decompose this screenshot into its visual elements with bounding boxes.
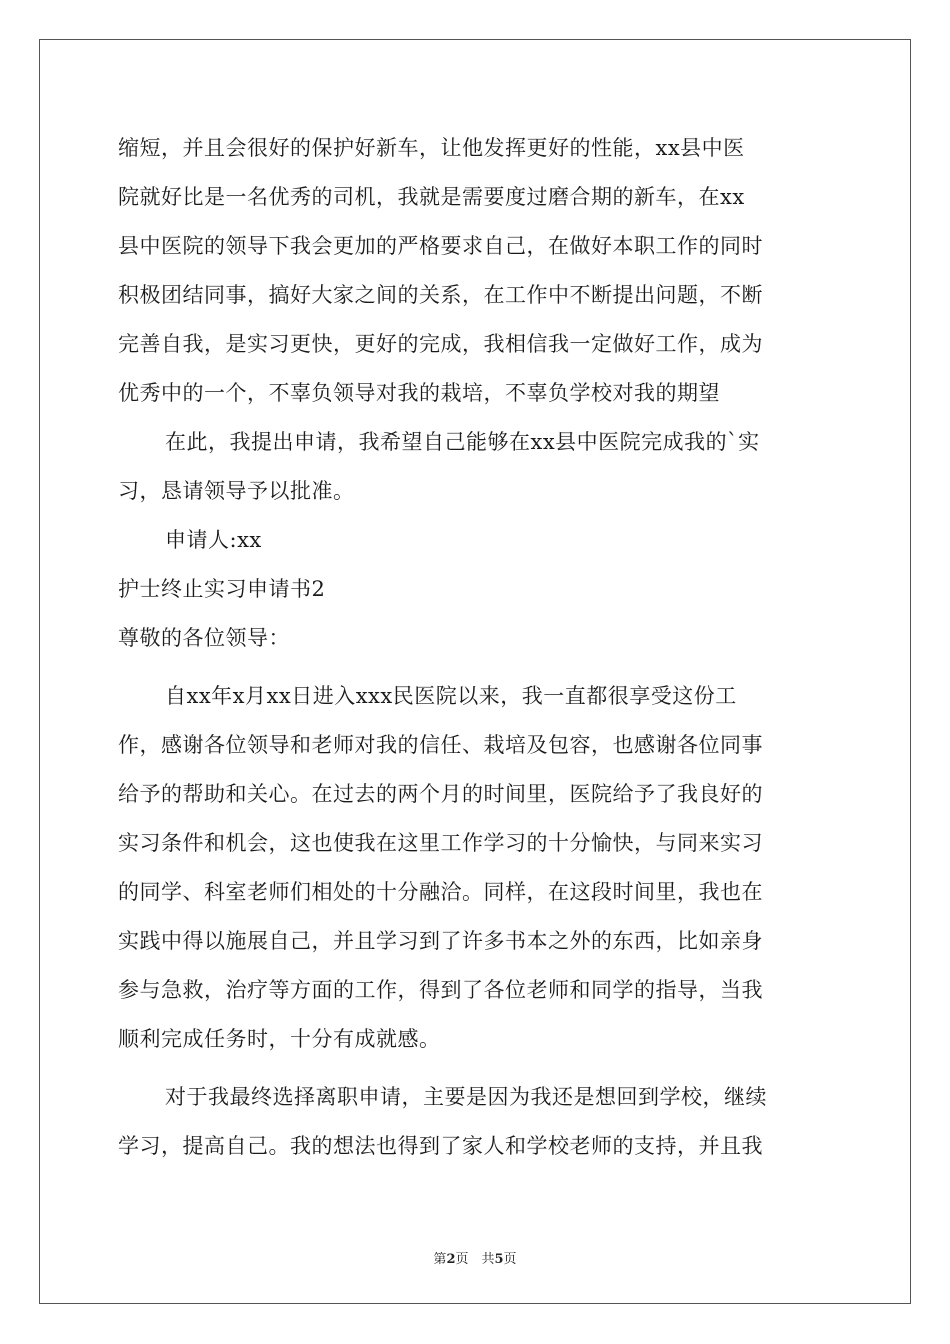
signature-line: 申请人:xx — [165, 528, 262, 552]
paragraph-line: 院就好比是一名优秀的司机，我就是需要度过磨合期的新车，在xx — [118, 185, 745, 209]
paragraph-line: 给予的帮助和关心。在过去的两个月的时间里，医院给予了我良好的 — [118, 782, 763, 806]
paragraph-line: 县中医院的领导下我会更加的严格要求自己，在做好本职工作的同时 — [118, 234, 763, 258]
total-page-number: 5 — [494, 1252, 504, 1267]
paragraph-line: 学习，提高自己。我的想法也得到了家人和学校老师的支持，并且我 — [118, 1134, 763, 1158]
paragraph-line: 参与急救，治疗等方面的工作，得到了各位老师和同学的指导，当我 — [118, 978, 763, 1002]
paragraph-line: 顺利完成任务时，十分有成就感。 — [118, 1027, 441, 1051]
paragraph-line: 实习条件和机会，这也使我在这里工作学习的十分愉快，与同来实习 — [118, 831, 763, 855]
paragraph-line: 缩短，并且会很好的保护好新车，让他发挥更好的性能，xx县中医 — [118, 136, 745, 160]
paragraph-line: 的同学、科室老师们相处的十分融洽。同样，在这段时间里，我也在 — [118, 880, 763, 904]
paragraph-line: 自xx年x月xx日进入xxx民医院以来，我一直都很享受这份工 — [165, 684, 737, 708]
section-title: 护士终止实习申请书2 — [118, 577, 326, 601]
paragraph-line: 积极团结同事，搞好大家之间的关系，在工作中不断提出问题，不断 — [118, 283, 763, 307]
footer-suffix: 页 — [503, 1252, 517, 1267]
paragraph-line: 完善自我，是实习更快，更好的完成，我相信我一定做好工作，成为 — [118, 332, 763, 356]
document-body — [118, 124, 838, 1171]
footer-middle: 页 共 — [455, 1252, 495, 1267]
paragraph-line: 作，感谢各位领导和老师对我的信任、栽培及包容，也感谢各位同事 — [118, 733, 763, 757]
page-footer — [0, 1248, 950, 1267]
footer-prefix: 第 — [433, 1252, 447, 1267]
paragraph-line: 对于我最终选择离职申请，主要是因为我还是想回到学校，继续 — [165, 1085, 767, 1109]
paragraph-line: 习，恳请领导予以批准。 — [118, 479, 355, 503]
current-page-number: 2 — [446, 1252, 456, 1267]
salutation: 尊敬的各位领导： — [118, 626, 290, 650]
paragraph-line: 优秀中的一个，不辜负领导对我的栽培，不辜负学校对我的期望 — [118, 381, 720, 405]
paragraph-line: 实践中得以施展自己，并且学习到了许多书本之外的东西，比如亲身 — [118, 929, 763, 953]
paragraph-line: 在此，我提出申请，我希望自己能够在xx县中医院完成我的`实 — [165, 430, 760, 454]
